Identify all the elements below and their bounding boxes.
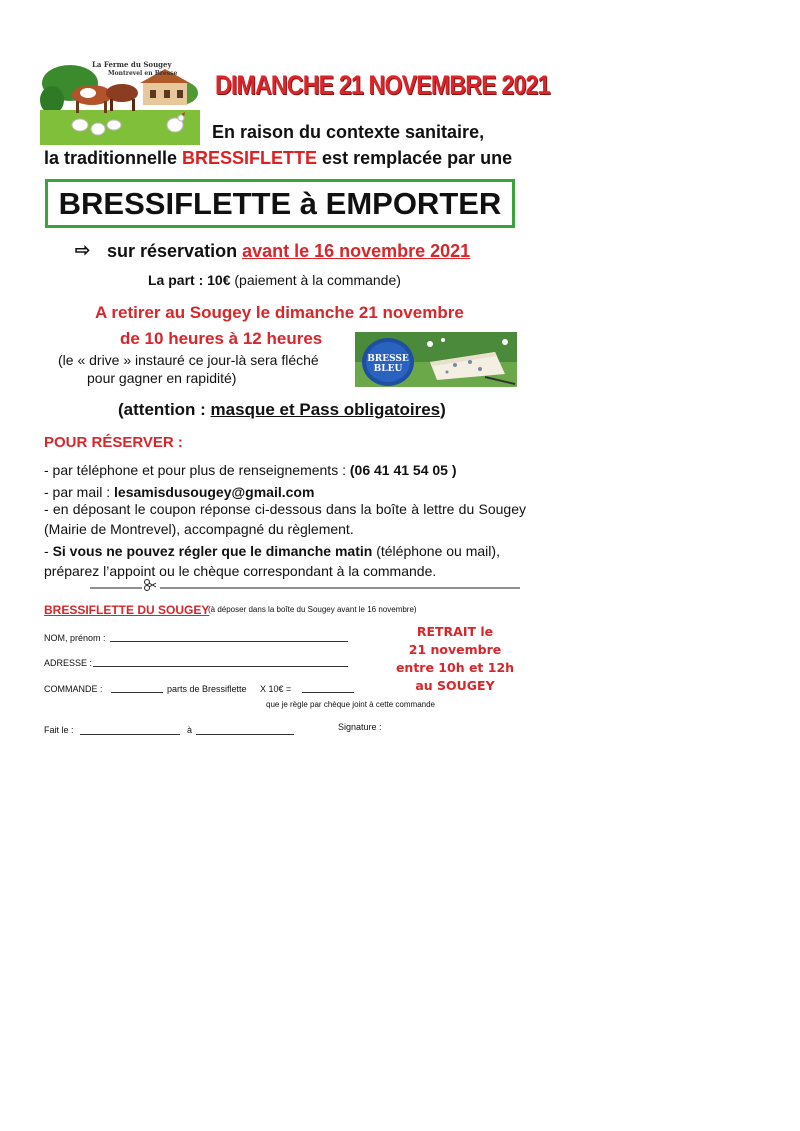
- address-field[interactable]: [93, 666, 348, 667]
- reserve-sunday-pre: -: [44, 543, 53, 559]
- attention-line: [118, 400, 446, 420]
- intro-line-2-pre: la traditionnelle: [44, 148, 183, 168]
- order-field-label: COMMANDE :: [44, 684, 103, 694]
- reserve-sunday-bold: Si vous ne pouvez régler que le dimanche matin: [52, 543, 373, 559]
- arrow-right-icon: ⇨: [75, 240, 91, 260]
- date-field-label: Fait le :: [44, 725, 74, 735]
- cheque-note: que je règle par chèque joint à cette commande: [266, 700, 435, 709]
- intro-line-2: [44, 148, 512, 169]
- pickup-reminder-line-2: 21 novembre: [408, 642, 502, 657]
- name-field[interactable]: [110, 641, 348, 642]
- price-line: [148, 272, 401, 288]
- price-label: La part: [148, 272, 195, 288]
- place-field-label: à: [187, 725, 193, 735]
- pickup-reminder: [385, 623, 525, 695]
- signature-label: Signature :: [338, 722, 382, 732]
- order-parts-label: parts de Bressiflette: [167, 684, 247, 694]
- bresse-bleu-cheese-image: [355, 332, 517, 387]
- pickup-line-2: de 10 heures à 12 heures: [120, 329, 323, 348]
- price-value: : 10€: [194, 272, 231, 288]
- date-field[interactable]: [80, 734, 180, 735]
- reserve-phone-label: - par téléphone et pour plus de renseignements :: [44, 462, 350, 478]
- pickup-reminder-line-1: RETRAIT le: [416, 624, 494, 639]
- attention-requirements: masque et Pass obligatoires: [210, 400, 441, 419]
- logo-title: La Ferme du Sougey: [92, 60, 172, 69]
- main-title: BRESSIFLETTE à EMPORTER: [58, 185, 502, 221]
- pickup-line-1: A retirer au Sougey le dimanche 21 novembre: [95, 303, 464, 322]
- intro-line-1: En raison du contexte sanitaire,: [212, 122, 485, 142]
- coupon-title: BRESSIFLETTE DU SOUGEY: [44, 603, 210, 617]
- name-field-label: NOM, prénom :: [44, 633, 106, 643]
- address-field-label: ADRESSE :: [44, 658, 93, 668]
- attention-post: ): [440, 400, 446, 419]
- reserve-sunday-line: [44, 541, 526, 581]
- reservation-line: [107, 241, 470, 262]
- place-field[interactable]: [196, 734, 294, 735]
- order-total-field[interactable]: [302, 692, 354, 693]
- order-multiplier: X 10€ =: [260, 684, 292, 694]
- attention-pre: (attention :: [118, 400, 211, 419]
- coupon-note: (à déposer dans la boîte du Sougey avant le 16 novembre): [208, 605, 417, 614]
- reserve-phone-line: [44, 460, 526, 480]
- event-date-title: DIMANCHE 21 NOVEMBRE 2021: [215, 70, 550, 100]
- reserve-sunday-post: (téléphone ou mail), préparez l’appoint ou le chèque correspondant à la commande.: [44, 543, 500, 579]
- reserve-coupon-line: - en déposant le coupon réponse ci-dessous dans la boîte à lettre du Sougey (Mairie de Montrevel), accompagné du règlement.: [44, 501, 526, 537]
- scissors-icon: [145, 580, 157, 591]
- reserve-section-title: POUR RÉSERVER :: [44, 434, 183, 451]
- reserve-phone-number: (06 41 41 54 05 ): [349, 462, 457, 478]
- intro-line-2-post: est remplacée par une: [317, 148, 513, 168]
- reserve-mail-label: - par mail :: [44, 484, 115, 500]
- order-quantity-field[interactable]: [111, 692, 163, 693]
- price-note: (paiement à la commande): [230, 272, 401, 288]
- logo-subtitle: Montrevel en Bresse: [108, 70, 178, 77]
- pickup-reminder-line-3: entre 10h et 12h: [395, 660, 515, 675]
- reserve-mail-address: lesamisdusougey@gmail.com: [114, 484, 315, 500]
- pickup-reminder-line-4: au SOUGEY: [415, 678, 495, 693]
- drive-note-1: (le « drive » instauré ce jour-là sera fléché: [58, 352, 319, 368]
- scissors-cut-line: [90, 577, 520, 591]
- cheese-brand-line-1: BRESSE: [367, 354, 409, 364]
- reservation-label: sur réservation: [107, 241, 243, 261]
- reservation-deadline: avant le 16 novembre 2021: [242, 241, 471, 261]
- drive-note-2: pour gagner en rapidité): [87, 370, 237, 386]
- intro-line-2-red: BRESSIFLETTE: [182, 148, 318, 168]
- main-title-box: [45, 179, 515, 228]
- cheese-brand-line-2: BLEU: [373, 364, 403, 374]
